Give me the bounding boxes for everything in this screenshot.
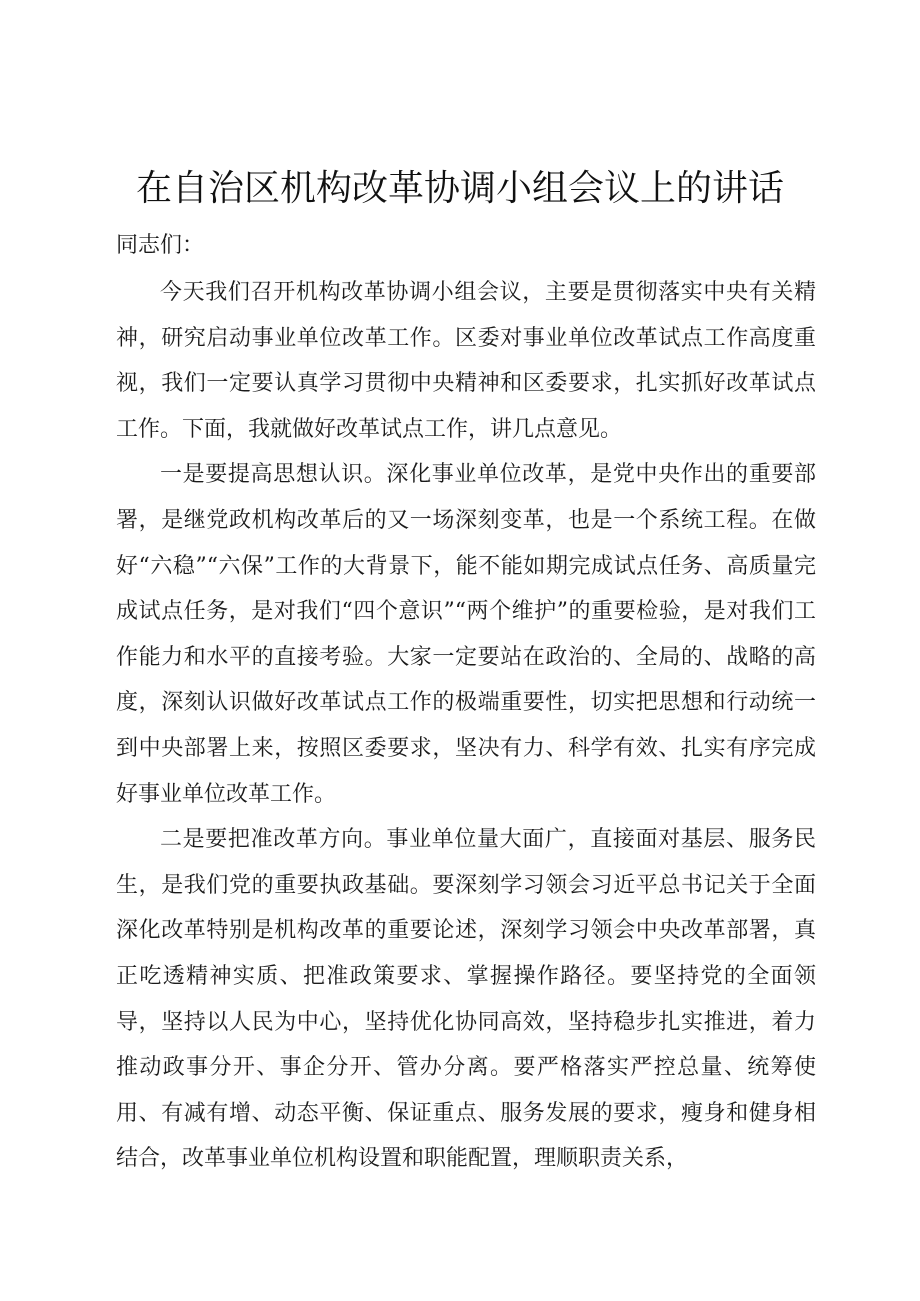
document-body [116,222,816,1182]
paragraph-point-one: 一是要提高思想认识。深化事业单位改革，是党中央作出的重要部署，是继党政机构改革后的又一场深刻变革，也是一个系统工程。在做好“六稳”“六保”工作的大背景下，能不能如期完成试点任务、高质量完成试点任务，是对我们“四个意识”“两个维护”的重要检验，是对我们工作能力和水平的直接考验。大家一定要站在政治的、全局的、战略的高度，深刻认识做好改革试点工作的极端重要性，切实把思想和行动统一到中央部署上来，按照区委要求，坚决有力、科学有效、扎实有序完成好事业单位改革工作。 [116,462,816,807]
paragraph-point-two: 二是要把准改革方向。事业单位量大面广，直接面对基层、服务民生，是我们党的重要执政基础。要深刻学习领会习近平总书记关于全面深化改革特别是机构改革的重要论述，深刻学习领会中央改革部署，真正吃透精神实质、把准政策要求、掌握操作路径。要坚持党的全面领导，坚持以人民为中心，坚持优化协同高效，坚持稳步扎实推进，着力推动政事分开、事企分开、管办分离。要严格落实严控总量、统筹使用、有减有增、动态平衡、保证重点、服务发展的要求，瘦身和健身相结合，改革事业单位机构设置和职能配置，理顺职责关系， [116,827,816,1172]
salutation: 同志们： [116,233,205,258]
paragraph-intro: 今天我们召开机构改革协调小组会议，主要是贯彻落实中央有关精神，研究启动事业单位改革工作。区委对事业单位改革试点工作高度重视，我们一定要认真学习贯彻中央精神和区委要求，扎实抓好改革试点工作。下面，我就做好改革试点工作，讲几点意见。 [116,280,816,442]
document-title: 在自治区机构改革协调小组会议上的讲话 [135,168,784,209]
